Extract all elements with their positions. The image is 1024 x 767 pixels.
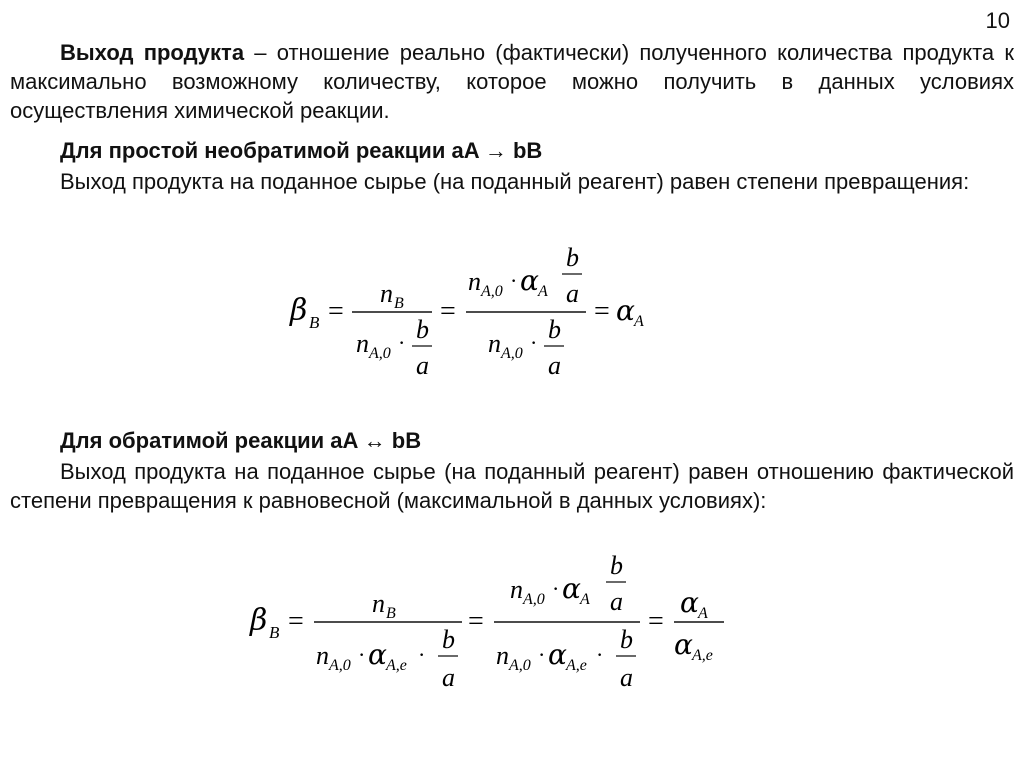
small-b: b: [620, 625, 633, 654]
numerator-sub-a0: A,0: [481, 283, 503, 300]
numerator-n: n: [468, 267, 481, 296]
denominator-sub-a0: A,0: [509, 657, 531, 674]
dot: ·: [538, 642, 546, 667]
numerator-sub-b: B: [394, 295, 404, 312]
equals-sign: =: [288, 606, 304, 637]
denominator-n: n: [488, 329, 501, 358]
small-a: a: [610, 587, 623, 616]
numerator-n: n: [380, 279, 393, 308]
dot: ·: [596, 642, 604, 667]
equals-sign: =: [440, 296, 456, 327]
small-a: a: [566, 279, 579, 308]
small-a: a: [548, 351, 561, 380]
sub-a: A: [698, 605, 708, 622]
small-a: a: [620, 663, 633, 692]
denominator-n: n: [356, 329, 369, 358]
alpha-symbol: α: [562, 572, 581, 605]
definition-paragraph: [10, 38, 1014, 125]
page-number: 10: [985, 8, 1010, 33]
sub-ae: A,e: [566, 657, 587, 674]
dot: ·: [398, 330, 406, 355]
formula-irreversible-yield: [280, 240, 680, 390]
beta-symbol: β: [290, 293, 308, 328]
denominator-sub-a0: A,0: [501, 345, 523, 362]
sub-b: B: [269, 623, 280, 642]
definition-term: Выход продукта: [60, 40, 245, 65]
small-a: a: [416, 351, 429, 380]
formula-reversible-yield: [240, 548, 740, 698]
denominator-sub-a0: A,0: [369, 345, 391, 362]
equals-sign: =: [328, 296, 344, 327]
denominator-n: n: [316, 641, 329, 670]
dot: ·: [552, 576, 560, 601]
small-b: b: [566, 243, 579, 272]
definition-text: – отношение реально (фактически) полученного количества продукта к максимально возможному количеству, которое можно получить в данных условиях осуществления химической реакции.: [10, 40, 1015, 123]
small-b: b: [442, 625, 455, 654]
reversible-heading: Для обратимой реакции aA ↔ bB: [60, 428, 422, 453]
small-b: b: [610, 551, 623, 580]
alpha-symbol: α: [520, 264, 539, 297]
dot: ·: [418, 642, 426, 667]
equals-sign: =: [468, 606, 484, 637]
sub-a: A: [580, 591, 590, 608]
small-b: b: [548, 315, 561, 344]
irreversible-text: Выход продукта на поданное сырье (на поданный реагент) равен степени превращения:: [60, 169, 970, 194]
reversible-text: Выход продукта на поданное сырье (на поданный реагент) равен отношению фактической степени превращения к равновесной (максимальной в данных условиях):: [10, 459, 1014, 513]
small-a: a: [442, 663, 455, 692]
sub-a: A: [634, 313, 644, 330]
denominator-n: n: [496, 641, 509, 670]
equals-sign: =: [594, 296, 610, 327]
alpha-symbol: α: [674, 628, 693, 661]
alpha-symbol: α: [368, 638, 387, 671]
equals-sign: =: [648, 606, 664, 637]
numerator-sub-a0: A,0: [523, 591, 545, 608]
sub-ae: A,e: [386, 657, 407, 674]
alpha-symbol: α: [548, 638, 567, 671]
sub-ae: A,e: [692, 647, 713, 664]
alpha-symbol: α: [616, 294, 635, 327]
numerator-n: n: [372, 589, 385, 618]
numerator-n: n: [510, 575, 523, 604]
sub-b: B: [309, 313, 320, 332]
sub-a: A: [538, 283, 548, 300]
denominator-sub-a0: A,0: [329, 657, 351, 674]
dot: ·: [530, 330, 538, 355]
beta-symbol: β: [250, 603, 268, 638]
small-b: b: [416, 315, 429, 344]
irreversible-heading: Для простой необратимой реакции aA → bB: [60, 138, 543, 163]
dot: ·: [358, 642, 366, 667]
dot: ·: [510, 268, 518, 293]
reversible-paragraph: [10, 457, 1014, 515]
numerator-sub-b: B: [386, 605, 396, 622]
alpha-symbol: α: [680, 586, 699, 619]
irreversible-paragraph: [10, 167, 1014, 196]
